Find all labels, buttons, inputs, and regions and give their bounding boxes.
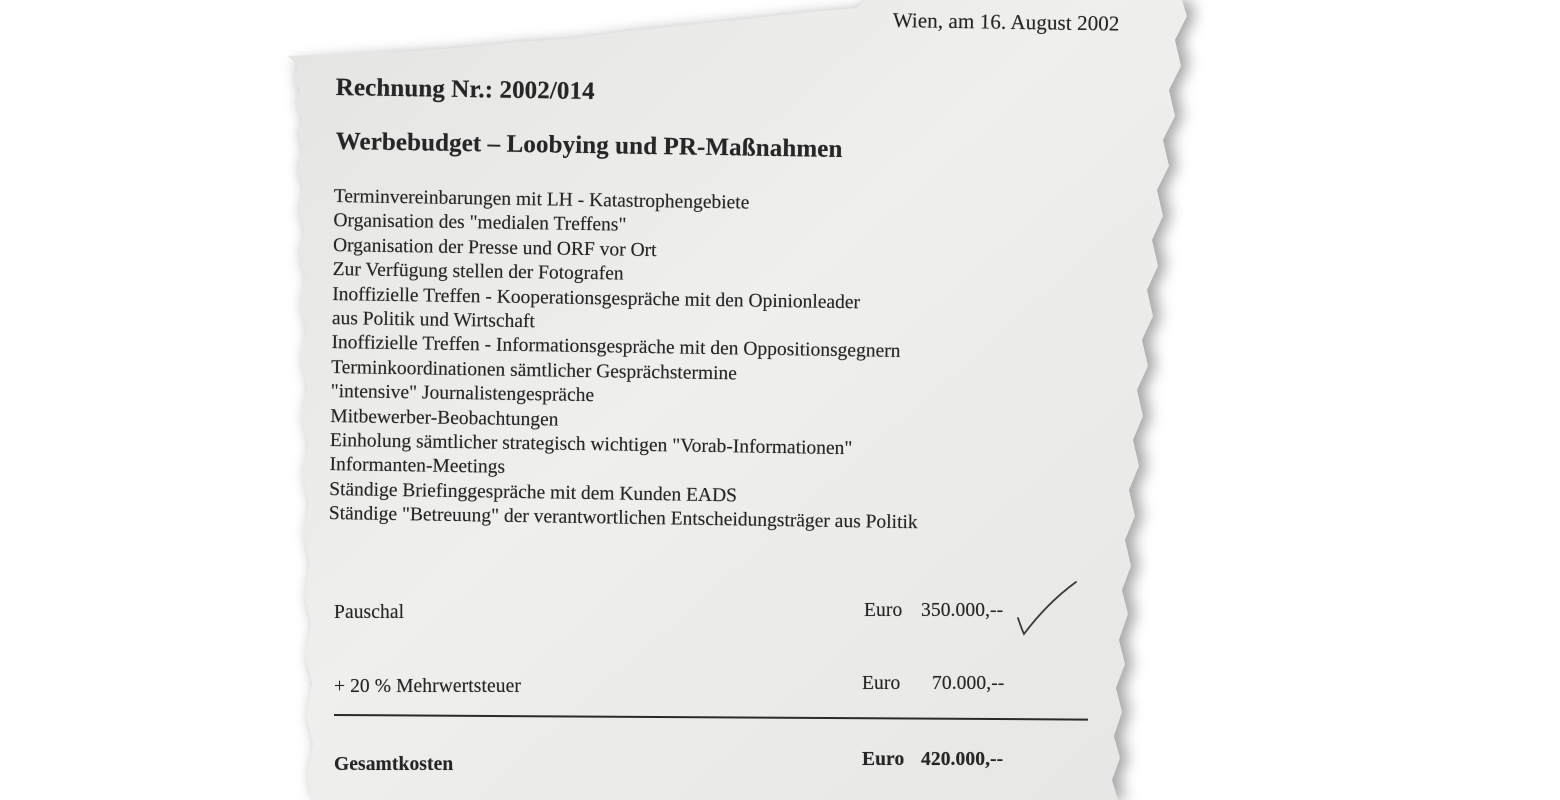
service-item: Ständige "Betreuung" der verantwortlichen Entscheidungsträger aus Politik — [328, 503, 918, 534]
service-item: Inoffizielle Treffen - Kooperationsgespräche mit den Opinionleader — [332, 283, 861, 313]
service-item: Inoffizielle Treffen - Informationsgespräche mit den Oppositionsgegnern — [331, 332, 901, 363]
flat-fee-label: Pauschal — [334, 602, 405, 623]
services-list — [329, 185, 923, 536]
service-item: Terminvereinbarungen mit LH - Katastrophengebiete — [333, 185, 750, 214]
service-item: Informanten-Meetings — [329, 454, 506, 479]
total-currency: Euro — [862, 749, 905, 770]
service-item: Ständige Briefinggespräche mit dem Kunden EADS — [329, 478, 738, 507]
total-amount: 420.000,-- — [921, 749, 1004, 770]
vat-amount: 70.000,-- — [932, 673, 1005, 694]
checkmark-icon — [1014, 580, 1080, 638]
vat-label: + 20 % Mehrwertsteuer — [334, 676, 521, 697]
sum-divider — [334, 714, 1088, 721]
service-item: Zur Verfügung stellen der Fotografen — [332, 259, 624, 285]
invoice-subject: Werbebudget – Loobying und PR-Maßnahmen — [335, 128, 843, 163]
service-item: Organisation der Presse und ORF vor Ort — [332, 234, 657, 261]
service-item: "intensive" Journalistengespräche — [330, 381, 595, 407]
service-item: Einholung sämtlicher strategisch wichtigen "Vorab-Informationen" — [329, 430, 853, 460]
service-item: Mitbewerber-Beobachtungen — [330, 405, 559, 431]
flat-fee-amount: 350.000,-- — [921, 600, 1004, 621]
service-item: aus Politik und Wirtschaft — [331, 308, 536, 333]
service-item: Terminkoordinationen sämtlicher Gesprächstermine — [330, 356, 738, 385]
flat-fee-currency: Euro — [864, 600, 903, 621]
total-label: Gesamtkosten — [334, 754, 454, 775]
invoice-number: Rechnung Nr.: 2002/014 — [335, 74, 595, 106]
invoice-date: Wien, am 16. August 2002 — [892, 8, 1120, 36]
service-item: Organisation des "medialen Treffens" — [333, 210, 627, 237]
vat-currency: Euro — [862, 673, 901, 694]
